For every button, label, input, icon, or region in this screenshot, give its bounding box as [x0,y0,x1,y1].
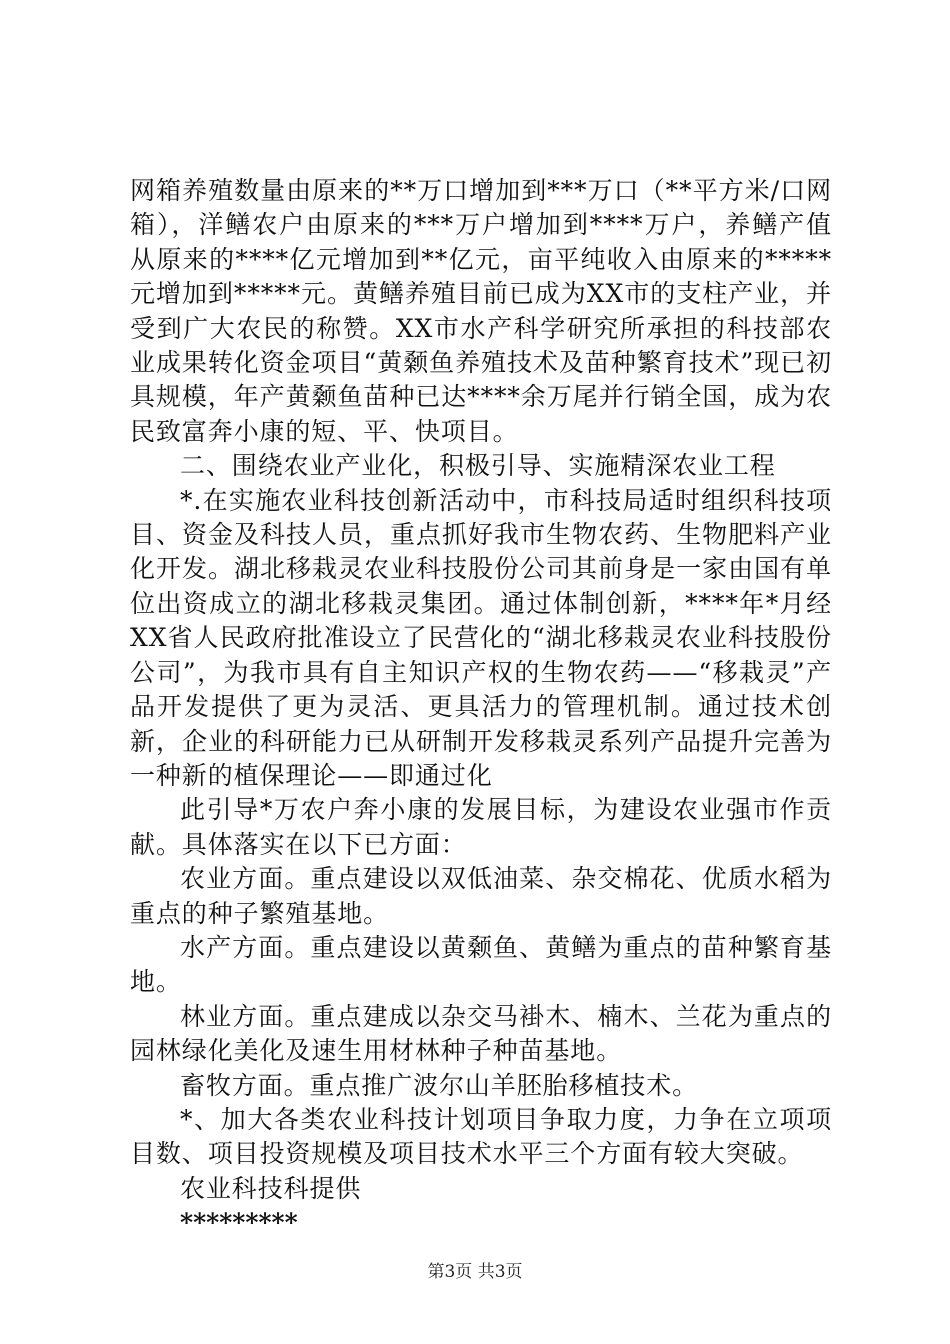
paragraph-project-effort: *、加大各类农业科技计划项目争取力度，力争在立项项目数、项目投资规模及项目技术水平三个方面有较大突破。 [130,1104,832,1169]
paragraph-guidance-goal: 此引导*万农户奔小康的发展目标，为建设农业强市作贡献。具体落实在以下已方面： [130,795,832,859]
section-heading-two: 二、围绕农业产业化，积极引导、实施精深农业工程 [180,451,776,481]
paragraph-forestry: 林业方面。重点建成以杂交马褂木、楠木、兰花为重点的园林绿化美化及速生用材林种子种苗基地。 [130,1001,832,1066]
paragraph-innovation: *.在实施农业科技创新活动中，市科技局适时组织科技项目、资金及科技人员，重点抓好我市生物农药、生物肥料产业化开发。湖北移栽灵农业科技股份公司其前身是一家由国有单位出资成立的湖北移栽灵集团。通过体制创新，****年*月经XX省人民政府批准设立了民营化的“湖北移栽灵农业科技股份公司”，为我市具有自主知识产权的生物农药——“移栽灵”产品开发提供了更为灵活、更具活力的管理机制。通过技术创新，企业的科研能力已从研制开发移栽灵系列产品提升完善为一种新的植保理论——即通过化 [130,485,832,790]
document-stars: ********* [180,1208,298,1238]
document-source: 农业科技科提供 [180,1173,362,1203]
document-body [130,174,832,1241]
paragraph-fishery: 水产方面。重点建设以黄颡鱼、黄鳝为重点的苗种繁育基地。 [130,932,832,997]
paragraph-livestock: 畜牧方面。重点推广波尔山羊胚胎移植技术。 [180,1070,699,1100]
paragraph-aquaculture-stats: 网箱养殖数量由原来的**万口增加到***万口（**平方米/口网箱），洋鳝农户由原来的***万户增加到****万户，养鳝产值从原来的****亿元增加到**亿元，亩平纯收入由原来的*****元增加到*****元。黄鳝养殖目前已成为XX市的支柱产业，并受到广大农民的称赞。XX市水产科学研究所承担的科技部农业成果转化资金项目“黄颡鱼养殖技术及苗种繁育技术”现已初具规模，年产黄颡鱼苗种已达****余万尾并行销全国，成为农民致富奔小康的短、平、快项目。 [130,176,832,446]
page-number-footer: 第3页 共3页 [427,1262,523,1282]
paragraph-agriculture: 农业方面。重点建设以双低油菜、杂交棉花、优质水稻为重点的种子繁殖基地。 [130,864,832,928]
